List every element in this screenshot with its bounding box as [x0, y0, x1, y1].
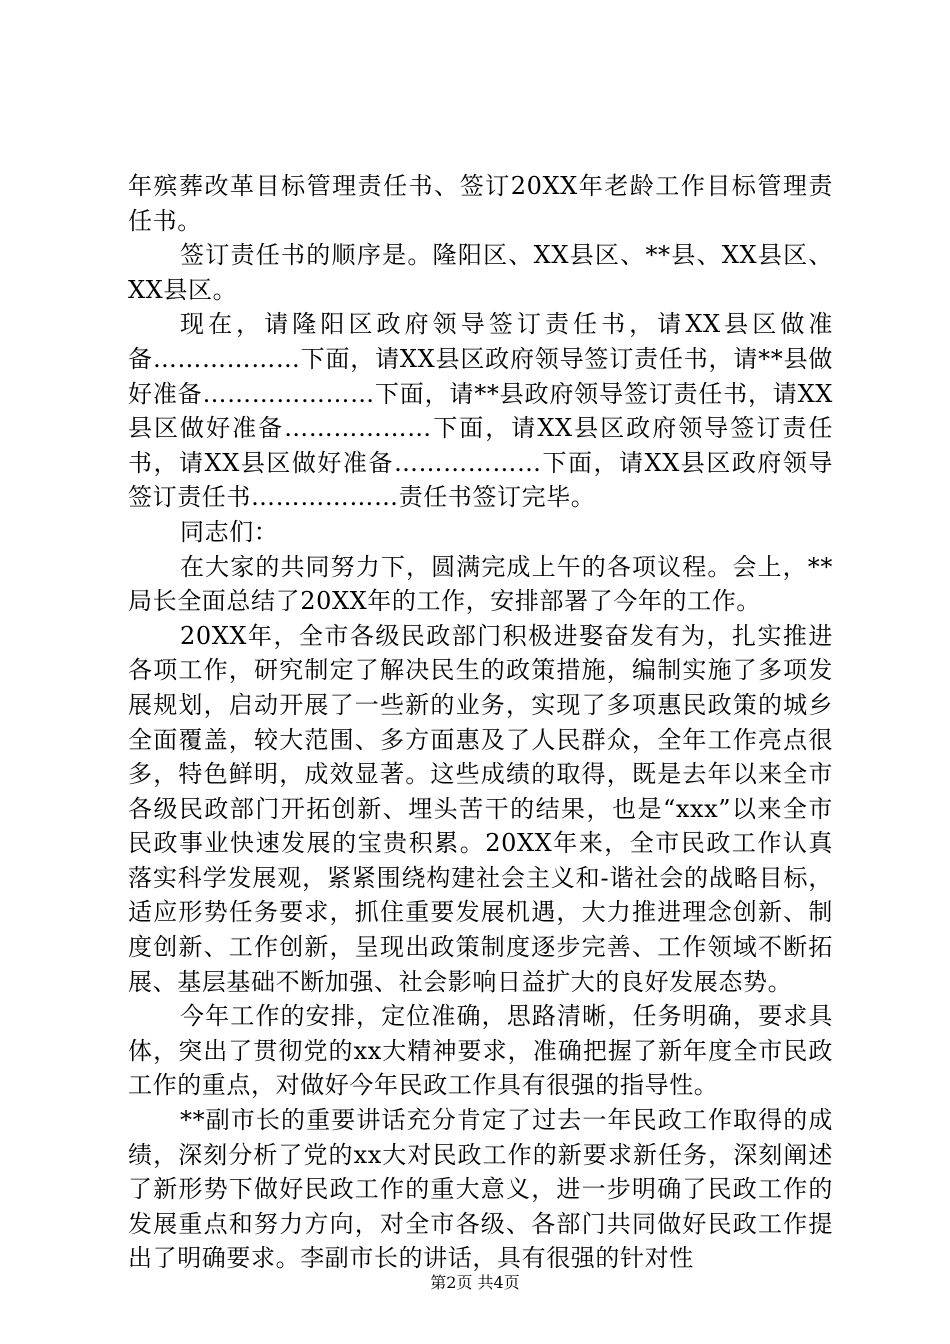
paragraph-salutation: 同志们：: [180, 517, 279, 546]
document-body: [128, 169, 833, 1276]
paragraph-vice-mayor-speech: **副市长的重要讲话充分肯定了过去一年民政工作取得的成绩，深刻分析了党的xx大对民政工作的新要求新任务，深刻阐述了新形势下做好民政工作的重大意义，进一步明确了民政工作的发展重点和努力方向，对全市各级、各部门共同做好民政工作提出了明确要求。李副市长的讲话，具有很强的针对性: [128, 1106, 833, 1273]
paragraph-continued: 年殡葬改革目标管理责任书、签订20XX年老龄工作目标管理责任书。: [128, 172, 833, 235]
paragraph-meeting-summary: 在大家的共同努力下，圆满完成上午的各项议程。会上，**局长全面总结了20XX年的工作，安排部署了今年的工作。: [128, 552, 833, 616]
paragraph-achievements: 20XX年，全市各级民政部门积极进娶奋发有为，扎实推进各项工作，研究制定了解决民生的政策措施，编制实施了多项发展规划，启动开展了一些新的业务，实现了多项惠民政策的城乡全面覆盖，较大范围、多方面惠及了人民群众，全年工作亮点很多，特色鲜明，成效显著。这些成绩的取得，既是去年以来全市各级民政部门开拓创新、埋头苦干的结果，也是“xxx”以来全市民政事业快速发展的宝贵积累。20XX年来，全市民政工作认真落实科学发展观，紧紧围绕构建社会主义和-谐社会的战略目标，适应形势任务要求，抓住重要发展机遇，大力推进理念创新、制度创新、工作创新，呈现出政策制度逐步完善、工作领域不断拓展、基层基础不断加强、社会影响日益扩大的良好发展态势。: [128, 621, 833, 996]
paragraph-signing-procedure: 现在，请隆阳区政府领导签订责任书，请XX县区做准备………………下面，请XX县区政府领导签订责任书，请**县做好准备…………………下面，请**县政府领导签订责任书，请XX县区做好准备………………下面，请XX县区政府领导签订责任书，请XX县区做好准备………………下面，请XX县区政府领导签订责任书………………责任书签订完毕。: [128, 310, 833, 512]
page-number-footer: 第2页 共4页: [430, 1273, 520, 1292]
paragraph-work-arrangement: 今年工作的安排，定位准确，思路清晰，任务明确，要求具体，突出了贯彻党的xx大精神要求，准确把握了新年度全市民政工作的重点，对做好今年民政工作具有很强的指导性。: [128, 1002, 833, 1100]
paragraph-signing-order: 签订责任书的顺序是。隆阳区、XX县区、**县、XX县区、XX县区。: [128, 241, 833, 304]
